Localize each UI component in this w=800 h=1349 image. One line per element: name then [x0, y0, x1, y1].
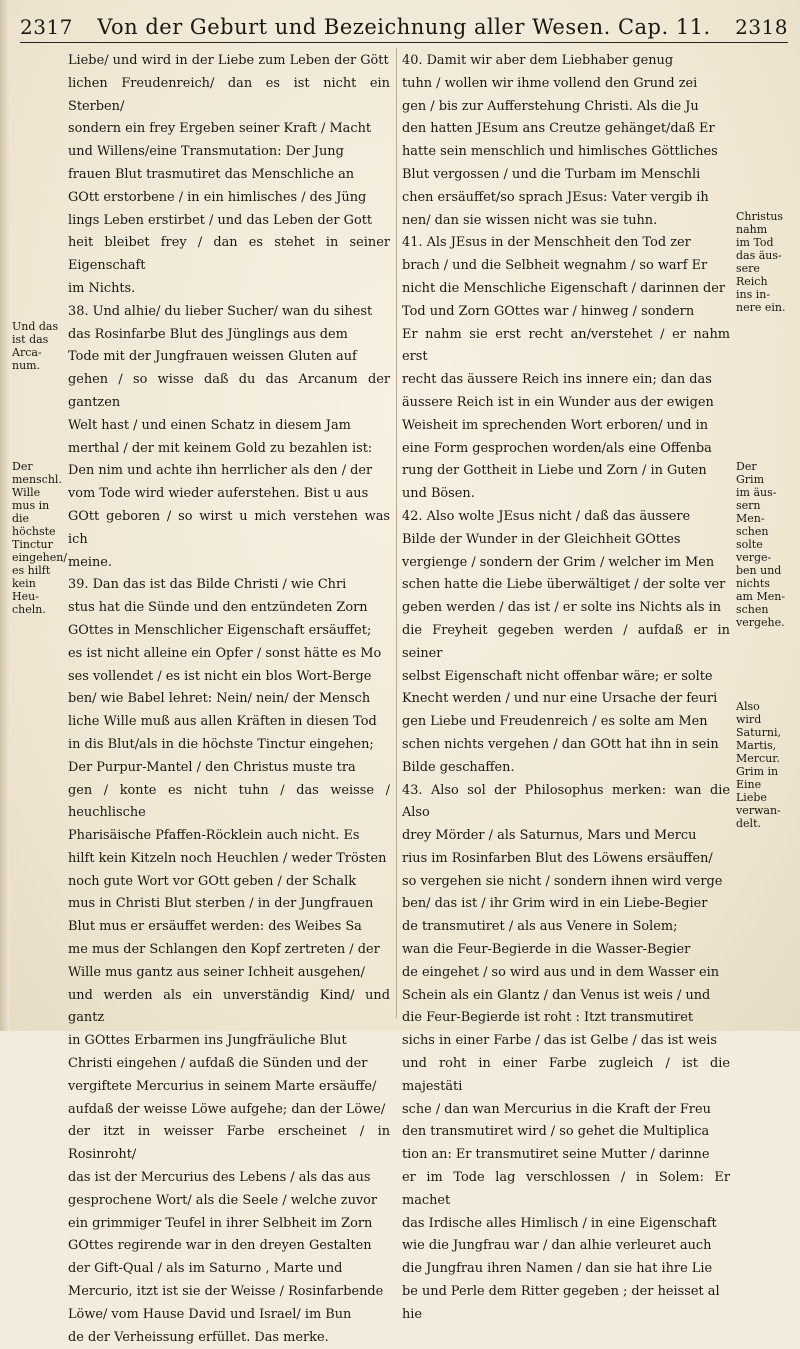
header-rule	[20, 42, 788, 43]
margin-note-reich: Christus nahm im Tod das äus- sere Reich ins in- nere ein.	[736, 210, 786, 314]
margin-note-liebe: Also wird Saturni, Martis, Mercur. Grim in Eine Liebe verwan- delt.	[736, 700, 781, 830]
column-divider	[396, 48, 397, 1018]
right-margin-notes	[734, 50, 796, 1020]
margin-note-arcanum: Und das ist das Arca- num.	[12, 320, 59, 372]
left-page-number: 2317	[20, 15, 73, 39]
margin-note-tinctur: Der menschl. Wille mus in die höchste Tinctur eingehen/ es hilft kein Heu- cheln.	[12, 460, 68, 616]
page-gutter	[0, 0, 10, 1031]
page-header	[20, 10, 788, 44]
margin-note-grim: Der Grim im äus- sern Men- schen solte verge- ben und nichts am Men- schen vergehe.	[736, 460, 786, 629]
running-title: Von der Geburt und Bezeichnung aller Wesen. Cap. 11.	[97, 15, 711, 39]
right-page-number: 2318	[735, 15, 788, 39]
left-margin-notes	[10, 50, 66, 1020]
left-text-column: Liebe/ und wird in der Liebe zum Leben der Gött lichen Freudenreich/ dan es ist nicht ein Sterben/ sondern ein frey Ergeben seiner Kraft / Macht und Willens/eine Transmutation: Der Jung frauen Blut trasmutiret das Menschliche an GOtt erstorbene / in ein himlisches / des Jüng lings Leben erstirbet / und das Leben der Gott heit bleibet frey / dan es stehet in seiner Eigenschaft im Nichts. 38. Und alhie/ du lieber Sucher/ wan du sihest das Rosinfarbe Blut des Jünglings aus dem Tode mit der Jungfrauen weissen Gluten auf gehen / so wisse daß du das Arcanum der gantzen Welt hast / und einen Schatz in diesem Jam merthal / der mit keinem Gold zu bezahlen ist: Den nim und achte ihn herrlicher als den / der vom Tode wird wieder auferstehen. Bist u aus GOtt geboren / so wirst u mich verstehen was ich meine. 39. Dan das ist das Bilde Christi / wie Chri stus hat die Sünde und den entzündeten Zorn GOttes in Menschlicher Eigenschaft ersäuffet; es ist nicht alleine ein Opfer / sonst hätte es Mo ses vollendet / es ist nicht ein blos Wort-Berge ben/ wie Babel lehret: Nein/ nein/ der Mensch liche Wille muß aus allen Kräften in diesen Tod in dis Blut/als in die höchste Tinctur eingehen; Der Purpur-Mantel / den Christus muste tra gen / konte es nicht tuhn / das weisse / heuchlische Pharisäische Pfaffen-Röcklein auch nicht. Es hilft kein Kitzeln noch Heuchlen / weder Trösten noch gute Wort vor GOtt geben / der Schalk mus in Christi Blut sterben / in der Jungfrauen Blut mus er ersäuffet werden: des Weibes Sa me mus der Schlangen den Kopf zertreten / der Wille mus gantz aus seiner Ichheit ausgehen/ und werden als ein unverständig Kind/ und gantz in GOttes Erbarmen ins Jungfräuliche Blut Christi eingehen / aufdaß die Sünden und der vergiftete Mercurius in seinem Marte ersäuffe/ aufdaß der weisse Löwe aufgehe; dan der Löwe/ der itzt in weisser Farbe erscheinet / in Rosinroht/ das ist der Mercurius des Lebens / als das aus gesprochene Wort/ als die Seele / welche zuvor ein grimmiger Teufel in ihrer Selbheit im Zorn GOttes regirende war in den dreyen Gestalten der Gift-Qual / als im Saturno , Marte und Mercurio, itzt ist sie der Weisse / Rosinfarbende Löwe/ vom Hause David und Israel/ im Bun de der Verheissung erfüllet. Das merke.	[68, 53, 390, 1345]
right-text-column: 40. Damit wir aber dem Liebhaber genug tuhn / wollen wir ihme vollend den Grund zei gen / bis zur Aufferstehung Christi. Als die Ju den hatten JEsum ans Creutze gehänget/daß Er hatte sein menschlich und himlisches Göttliches Blut vergossen / und die Turbam im Menschli chen ersäuffet/so sprach JEsus: Vater vergib ih nen/ dan sie wissen nicht was sie tuhn. 41. Als JEsus in der Menschheit den Tod zer brach / und die Selbheit wegnahm / so warf Er nicht die Menschliche Eigenschaft / darinnen der Tod und Zorn GOttes war / hinweg / sondern Er nahm sie erst recht an/verstehet / er nahm erst recht das äussere Reich ins innere ein; dan das äussere Reich ist in ein Wunder aus der ewigen Weisheit im sprechenden Wort erboren/ und in eine Form gesprochen worden/als eine Offenba rung der Gottheit in Liebe und Zorn / in Guten und Bösen. 42. Also wolte JEsus nicht / daß das äussere Bilde der Wunder in der Gleichheit GOttes vergienge / sondern der Grim / welcher im Men schen hatte die Liebe überwältiget / der solte ver geben werden / das ist / er solte ins Nichts als in die Freyheit gegeben werden / aufdaß er in seiner selbst Eigenschaft nicht offenbar wäre; er solte Knecht werden / und nur eine Ursache der feuri gen Liebe und Freudenreich / es solte am Men schen nichts vergehen / dan GOtt hat ihn in sein Bilde geschaffen. 43. Also sol der Philosophus merken: wan die Also drey Mörder / als Saturnus, Mars und Mercu rius im Rosinfarben Blut des Löwens ersäuffen/ so vergehen sie nicht / sondern ihnen wird verge ben/ das ist / ihr Grim wird in ein Liebe-Begier de transmutiret / als aus Venere in Solem; wan die Feur-Begierde in die Wasser-Begier de eingehet / so wird aus und in dem Wasser ein Schein als ein Glantz / dan Venus ist weis / und die Feur-Begierde ist roht : Itzt transmutiret sichs in einer Farbe / das ist Gelbe / das ist weis und roht in einer Farbe zugleich / ist die majestäti sche / dan wan Mercurius in die Kraft der Freu den transmutiret wird / so gehet die Multiplica tion an: Er transmutiret seine Mutter / darinne er im Tode lag verschlossen / in Solem: Er machet das Irdische alles Himlisch / in eine Eigenschaft wie die Jungfrau war / dan alhie verleuret auch die Jungfrau ihren Namen / dan sie hat ihre Lie be und Perle dem Ritter gegeben ; der heisset al hie	[402, 53, 730, 1322]
